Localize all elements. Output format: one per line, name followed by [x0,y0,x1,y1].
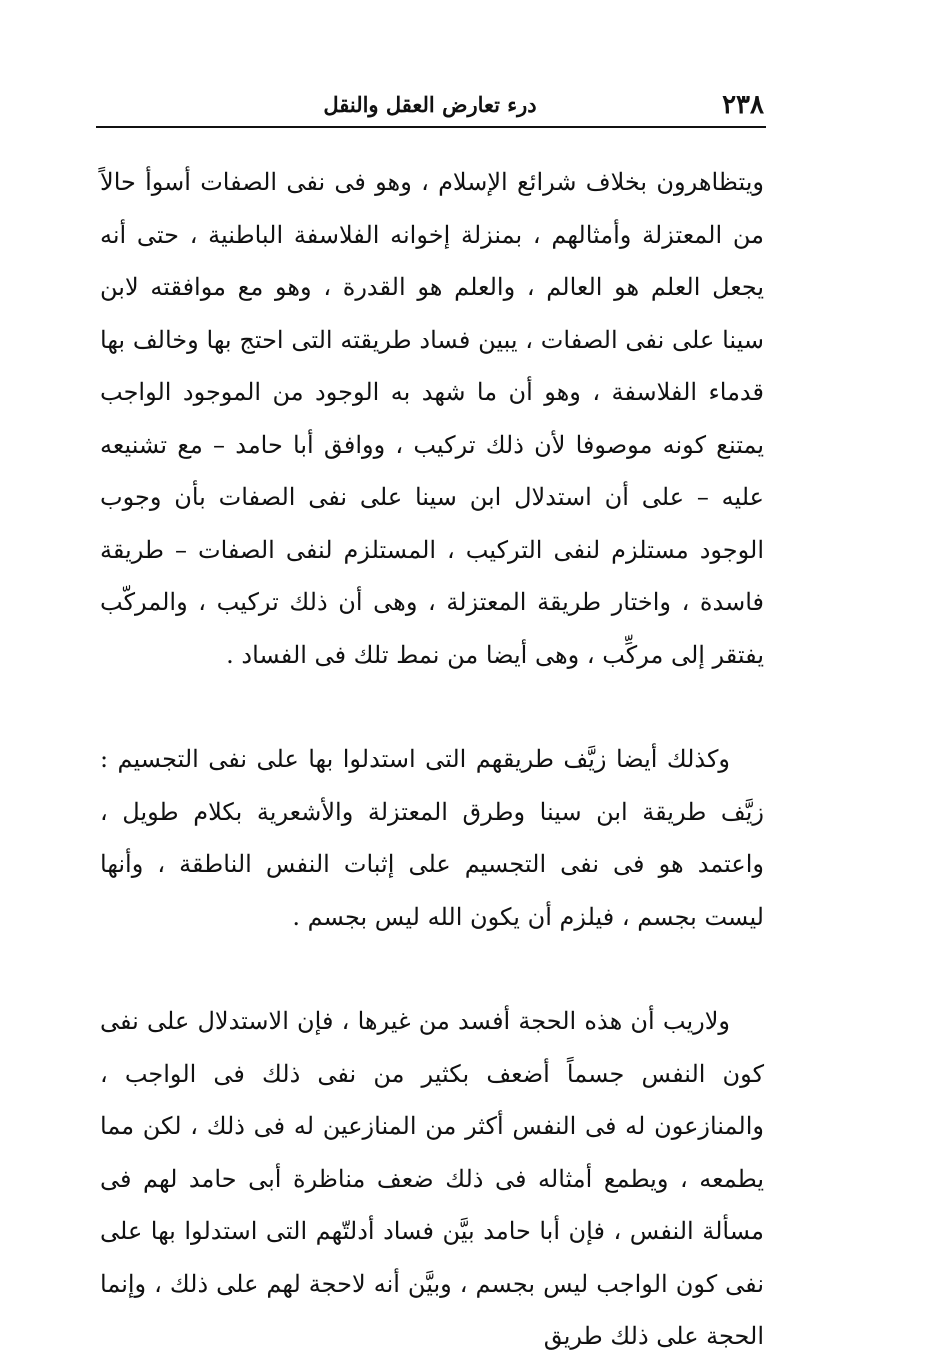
paragraph-3: ولاريب أن هذه الحجة أفسد من غيرها ، فإن الاستدلال على نفى كون النفس جسماً أضعف بكثير من نفى ذلك فى الواجب ، والمنازعون له فى النفس أكثر من المنازعين له فى ذلك ، لكن مما يطمعه ، ويطمع أمثاله فى ذلك ضعف مناظرة أبى حامد لهم فى مسألة النفس ، فإن أبا حامد بيَّن فساد أدلتّهم التى استدلوا بها على نفى كون الواجب ليس بجسم ، وبيَّن أنه لاحجة لهم على ذلك ، وإنما الحجة على ذلك طريق [100,1007,765,1350]
paragraph-2: وكذلك أيضا زيَّف طريقهم التى استدلوا بها على نفى التجسيم : زيَّف طريقة ابن سينا وطرق المعتزلة والأشعرية بكلام طويل ، واعتمد هو فى نفى التجسيم على إثبات النفس الناطقة ، وأنها ليست بجسم ، فيلزم أن يكون الله ليس بجسم . [100,745,764,931]
running-title: درء تعارض العقل والنقل [323,92,537,117]
page-header [96,82,764,126]
body-text [100,156,764,1363]
page-number: ٢٣٨ [722,90,764,120]
paragraph-1: ويتظاهرون بخلاف شرائع الإسلام ، وهو فى نفى الصفات أسوأ حالاً من المعتزلة وأمثالهم ، بمنزلة إخوانه الفلاسفة الباطنية ، حتى أنه يجعل العلم هو العالم ، والعلم هو القدرة ، وهو مع موافقته لابن سينا على نفى الصفات ، يبين فساد طريقته التى احتج بها وخالف بها قدماء الفلاسفة ، وهو أن ما شهد به الوجود من الموجود الواجب يمتنع كونه موصوفا لأن ذلك تركيب ، ووافق أبا حامد – مع تشنيعه عليه – على أن استدلال ابن سينا على نفى الصفات بأن وجوب الوجود مستلزم لنفى التركيب ، المستلزم لنفى الصفات – طريقة فاسدة ، واختار طريقة المعتزلة ، وهى أن ذلك تركيب ، والمركّب يفتقر إلى مركِّب ، وهى أيضا من نمط تلك فى الفساد . [100,168,764,669]
header-rule [96,126,766,128]
